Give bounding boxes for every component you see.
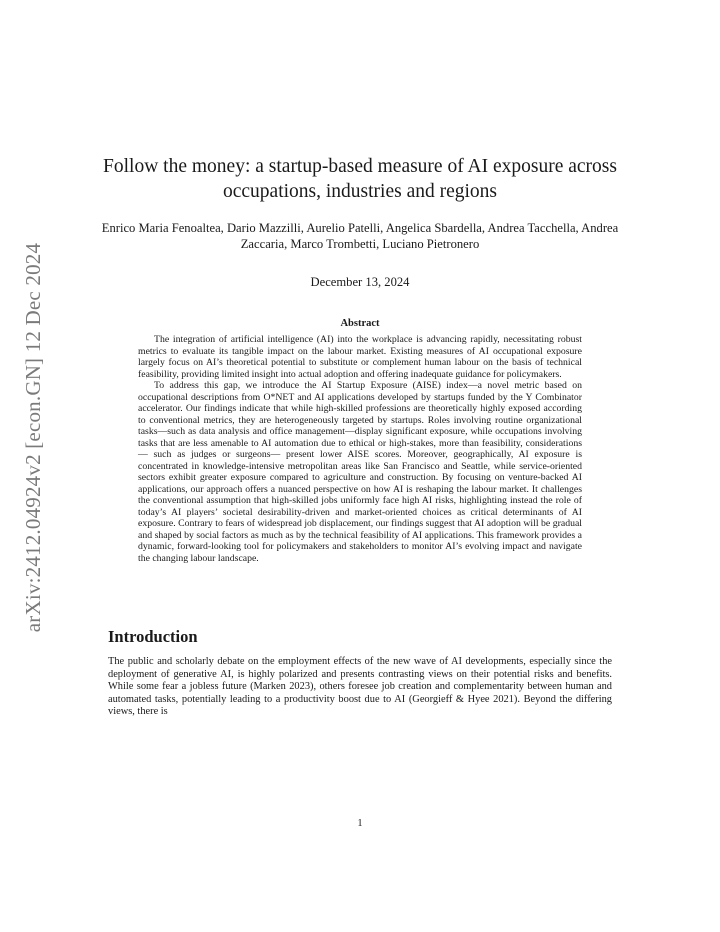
introduction-heading: Introduction bbox=[108, 627, 198, 646]
abstract-paragraph: The integration of artificial intelligence (AI) into the workplace is advancing rapidly, necessitating robust metrics to evaluate its tangible impact on the labour market. Existing measures of AI occupational exposure largely focus on AI’s theoretical potential to substitute or complement human labour on the basis of technical feasibility, providing limited insight into actual adoption and offering inadequate guidance for policymakers. bbox=[138, 334, 582, 380]
author-list: Enrico Maria Fenoaltea, Dario Mazzilli, Aurelio Patelli, Angelica Sbardella, Andrea Tacchella, Andrea Zaccaria, Marco Trombetti, Luciano Pietronero bbox=[101, 221, 619, 251]
introduction-paragraph: The public and scholarly debate on the employment effects of the new wave of AI developments, especially since the deployment of generative AI, is highly polarized and presents contrasting views on their potential risks and benefits. While some fear a jobless future (Marken 2023), others foresee job creation and complementarity between human and automated tasks, potentially leading to a productivity boost due to AI (Georgieff & Hyee 2021). Beyond the differing views, there is bbox=[108, 656, 612, 718]
paper-title: Follow the money: a startup-based measure of AI exposure across occupations, industries and regions bbox=[103, 156, 617, 202]
abstract-heading: Abstract bbox=[340, 318, 380, 329]
arxiv-identifier: arXiv:2412.04924v2 [econ.GN] 12 Dec 2024 bbox=[21, 242, 46, 633]
abstract-body bbox=[138, 334, 582, 564]
abstract-paragraph: To address this gap, we introduce the AI Startup Exposure (AISE) index—a novel metric based on occupational descriptions from O*NET and AI applications developed by startups funded by the Y Combinator accelerator. Our findings indicate that while high-skilled professions are theoretically highly exposed according to conventional metrics, they are heterogeneously targeted by startups. Roles involving routine organizational tasks—such as data analysis and office management—display significant exposure, while occupations involving tasks that are less amenable to AI automation due to ethical or high-stakes, more than feasibility, considerations — such as judges or surgeons— present lower AISE scores. Moreover, geographically, AI exposure is concentrated in knowledge-intensive metropolitan areas like San Francisco and Seattle, while service-oriented sectors exhibit greater exposure compared to agriculture and construction. By focusing on venture-backed AI applications, our approach offers a nuanced perspective on how AI is reshaping the labour market. It challenges the conventional assumption that high-skilled jobs uniformly face high AI risks, highlighting instead the role of today’s AI players’ societal desirability-driven and market-oriented choices as critical determinants of AI exposure. Contrary to fears of widespread job displacement, our findings suggest that AI adoption will be gradual and shaped by social factors as much as by the technical feasibility of AI applications. This framework provides a dynamic, forward-looking tool for policymakers and stakeholders to monitor AI’s evolving impact and navigate the changing labour landscape. bbox=[138, 380, 582, 564]
paper-date: December 13, 2024 bbox=[310, 275, 410, 289]
page-number: 1 bbox=[357, 818, 363, 829]
arxiv-side-stamp bbox=[16, 230, 52, 645]
